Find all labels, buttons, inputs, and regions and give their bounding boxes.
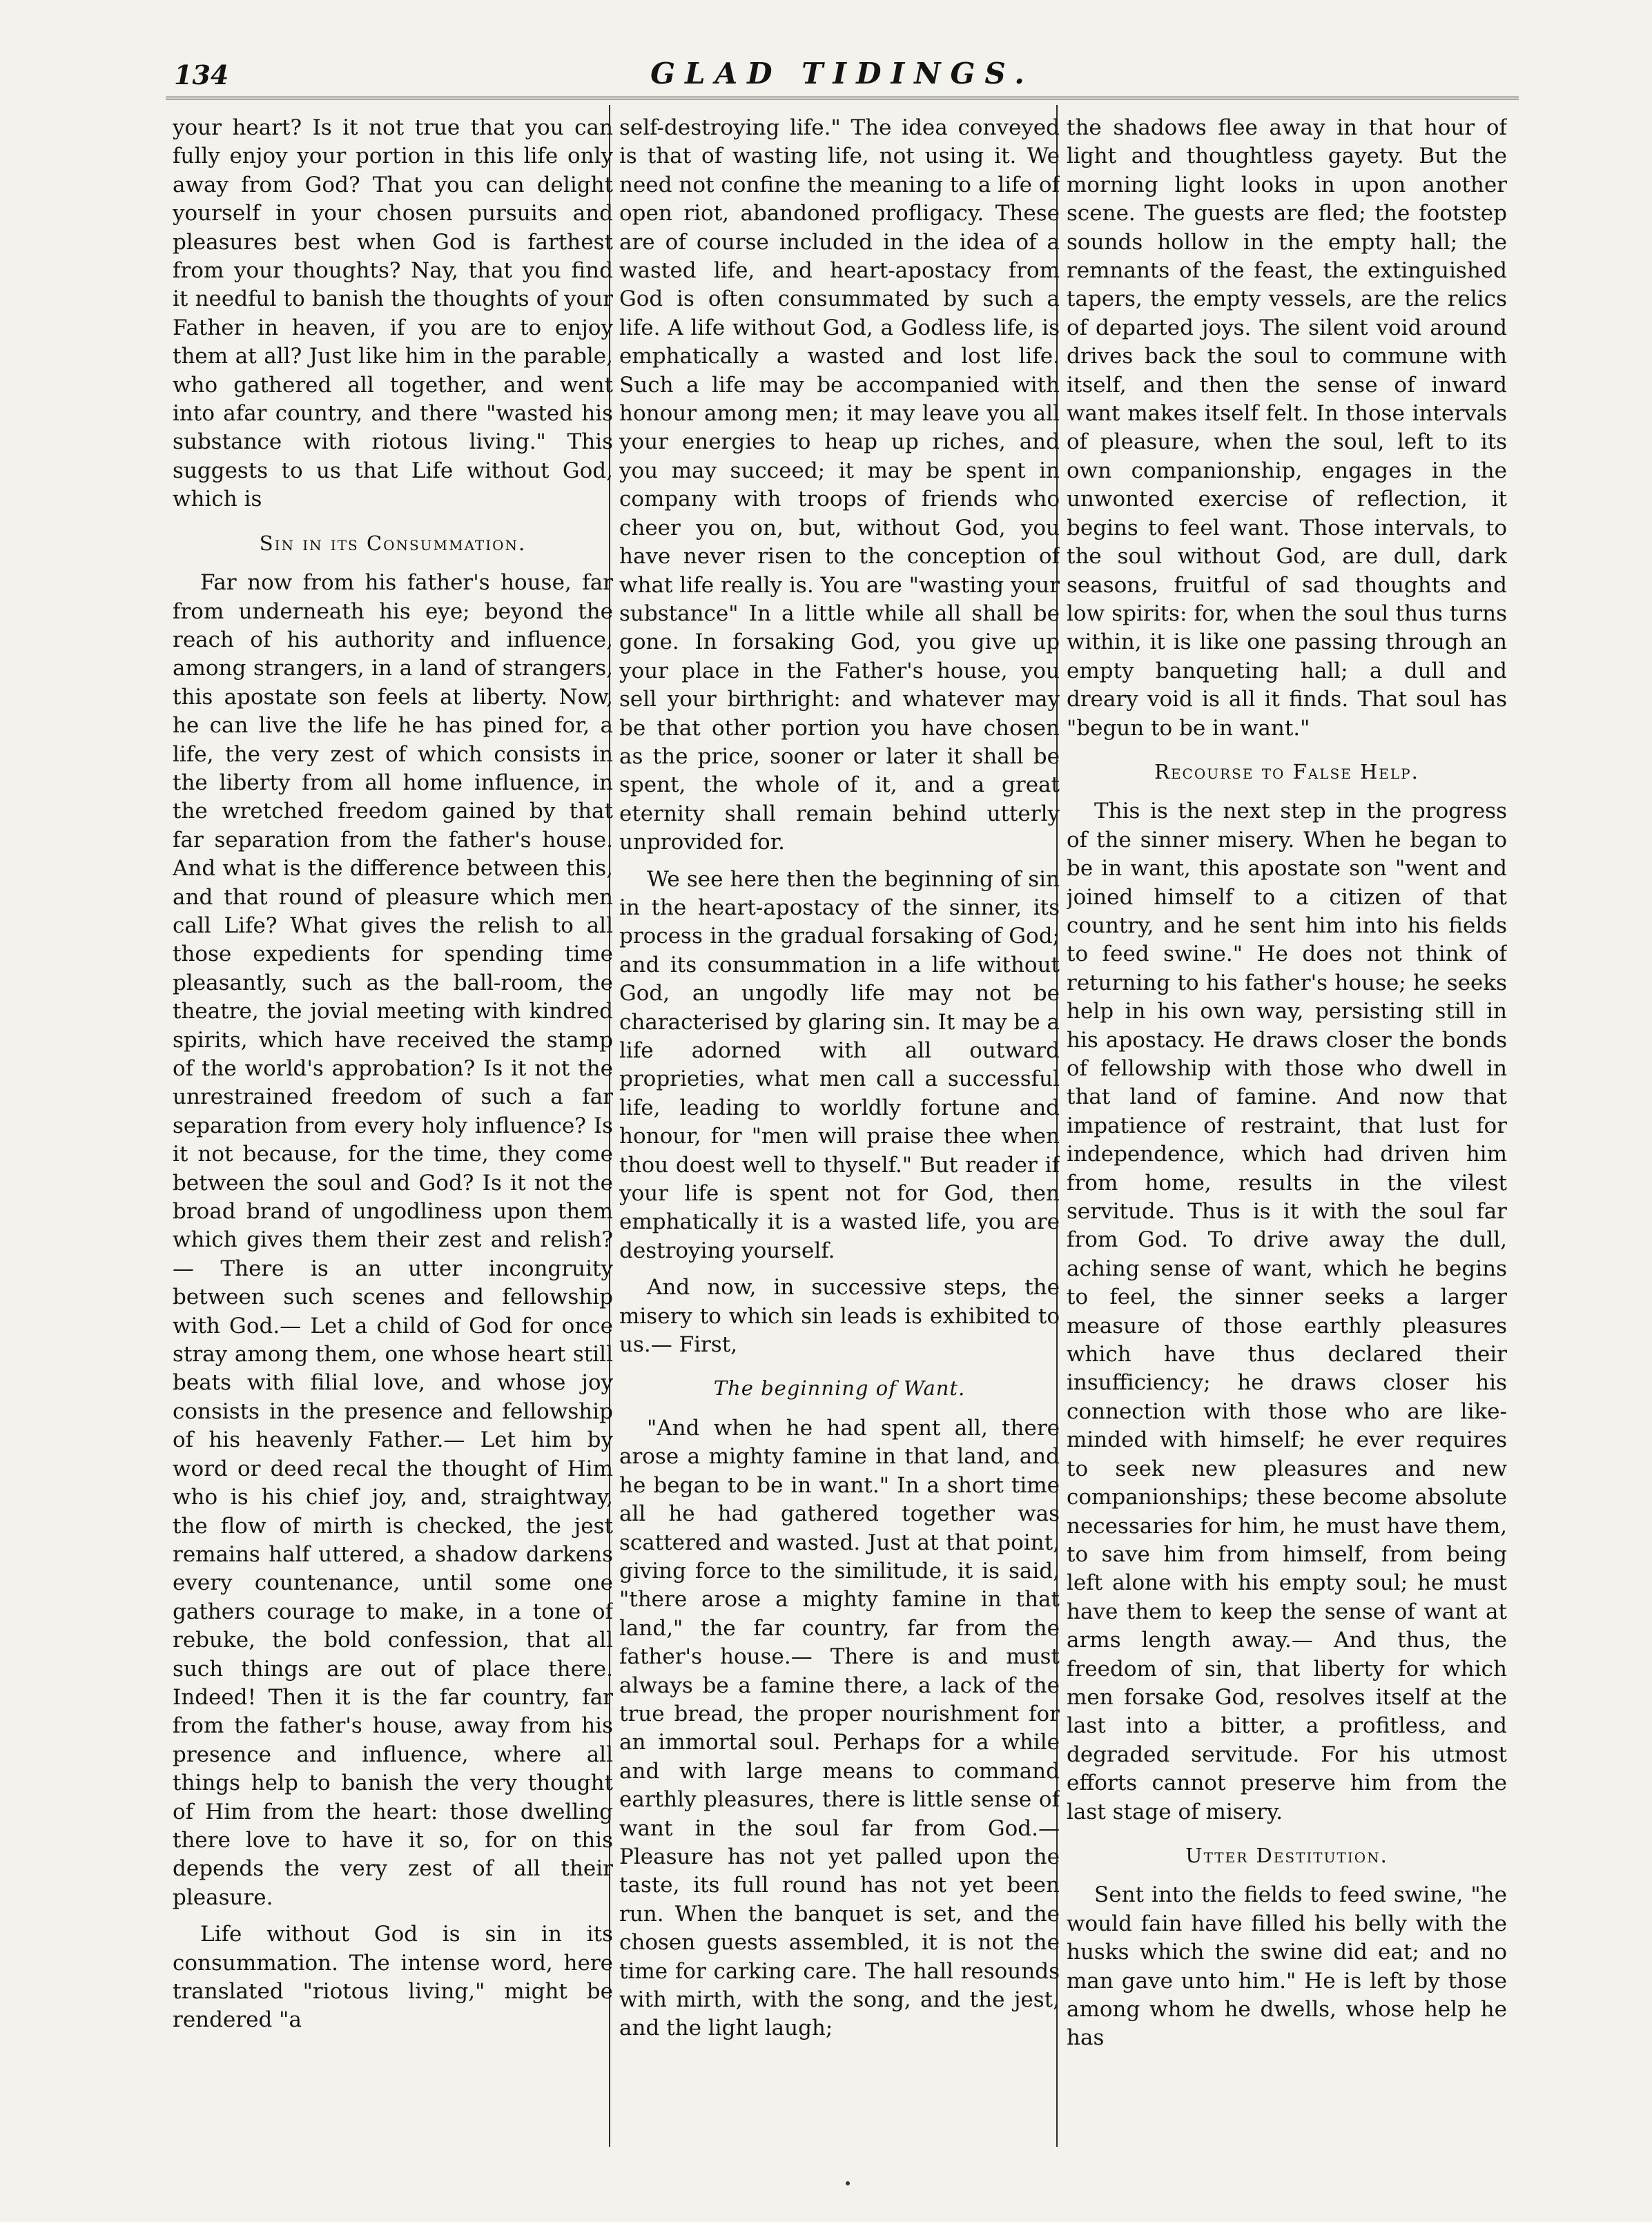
paragraph: "And when he had spent all, there arose a mighty famine in that land, and he began to be in want." In a short time all he had gathered together was scattered and wasted. Just at that point, giving force to the similitude, it is said, "there arose a mighty famine in that land," the far country, far from the father's house.— There is and must always be a famine there, a lack of the true bread, the proper nourishment for an immortal soul. Perhaps for a while and with large means to command earthly pleasures, there is little sense of want in the soul far from God.— Pleasure has not yet palled upon the taste, its full round has not yet been run. When the banquet is set, and the chosen guests assembled, it is not the time for carking care. The hall resounds with mirth, with the song, and the jest, and the light laugh;: [619, 1415, 1060, 2041]
section-heading: Utter Destitution.: [1185, 1843, 1388, 1867]
paragraph: And now, in successive steps, the misery to which sin leads is exhibited to us.— First,: [619, 1275, 1060, 1358]
paragraph: the shadows flee away in that hour of light and thoughtless gayety. But the morning light looks in upon another scene. The guests are fled; the footstep sounds hollow in the empty hall; the remnants of the feast, the extinguished tapers, the empty vessels, are the relics of departed joys. The silent void around drives back the soul to commune with itself, and then the sense of inward want makes itself felt. In those intervals of pleasure, when the soul, left to its own companionship, engages in the unwonted exercise of reflection, it begins to feel want. Those intervals, to the soul without God, are dull, dark seasons, fruitful of sad thoughts and low spirits: for, when the soul thus turns within, it is like one passing through an empty banqueting hall; a dull and dreary void is all it finds. That soul has "begun to be in want.": [1067, 115, 1507, 741]
paragraph: Far now from his father's house, far from underneath his eye; beyond the reach of his authority and influence, among strangers, in a land of strangers, this apostate son feels at liberty. Now, he can live the life he has pined for, a life, the very zest of which consists in the liberty from all home influence, in the wretched freedom gained by that far separation from the father's house. And what is the difference between this, and that round of pleasure which men call Life? What gives the relish to all those expedients for spending time pleasantly, such as the ball-room, the theatre, the jovial meeting with kindred spirits, which have received the stamp of the world's approbation? Is it not the unrestrained freedom of such a far separation from every holy influence? Is it not because, for the time, they come between the soul and God? Is it not the broad brand of ungodliness upon them which gives them their zest and relish?— There is an utter incongruity between such scenes and fellowship with God.— Let a child of God for once stray among them, one whose heart still beats with filial love, and whose joy consists in the presence and fellowship of his heavenly Father.— Let him by word or deed recal the thought of Him who is his chief joy, and, straightway, the flow of mirth is checked, the jest remains half uttered, a shadow darkens every countenance, until some one gathers courage to make, in a tone of rebuke, the bold confession, that all such things are out of place there. Indeed! Then it is the far country, far from the father's house, away from his presence and influence, where all things help to banish the very thought of Him from the heart: those dwelling there love to have it so, for on this depends the very zest of all their pleasure.: [173, 570, 613, 1910]
paragraph: We see here then the beginning of sin in the heart-apostacy of the sinner, its process in the gradual forsaking of God; and its consummation in a life without God, an ungodly life may not be characterised by glaring sin. It may be a life adorned with all outward proprieties, what men call a successful life, leading to worldly fortune and honour, for "men will praise thee when thou doest well to thyself." But reader if your life is spent not for God, then emphatically it is a wasted life, you are destroying yourself.: [619, 866, 1060, 1263]
column-1: [173, 114, 613, 2150]
print-speck: [846, 2181, 850, 2185]
running-title: GLAD TIDINGS.: [650, 57, 1034, 90]
column-2: [619, 114, 1060, 2150]
header-rule: [166, 97, 1519, 99]
page-number: 134: [174, 59, 229, 90]
section-heading: Sin in its Consummation.: [259, 531, 527, 555]
column-3: [1067, 114, 1507, 2150]
paragraph: self-destroying life." The idea conveyed is that of wasting life, not using it. We need not confine the meaning to a life of open riot, abandoned profligacy. These are of course included in the idea of a wasted life, and heart-apostacy from God is often consummated by such a life. A life without God, a Godless life, is emphatically a wasted and lost life. Such a life may be accompanied with honour among men; it may leave you all your energies to heap up riches, and you may succeed; it may be spent in company with troops of friends who cheer you on, but, without God, you have never risen to the conception of what life really is. You are "wasting your substance" In a little while all shall be gone. In forsaking God, you give up your place in the Father's house, you sell your birthright: and whatever may be that other portion you have chosen as the price, sooner or later it shall be spent, the whole of it, and a great eternity shall remain behind utterly unprovided for.: [619, 115, 1060, 855]
page-header: [166, 54, 1519, 95]
section-heading: Recourse to False Help.: [1154, 759, 1419, 783]
section-heading: The beginning of Want.: [713, 1376, 966, 1401]
paragraph: Life without God is sin in its consummation. The intense word, here translated "riotous living," might be rendered "a: [173, 1922, 613, 2033]
paragraph: This is the next step in the progress of the sinner misery. When he began to be in want, this apostate son "went and joined himself to a citizen of that country, and he sent him into his fields to feed swine." He does not think of returning to his father's house; he seeks help in his own way, persisting still in his apostacy. He draws closer the bonds of fellowship with those who dwell in that land of famine. And now that impatience of restraint, that lust for independence, which had driven him from home, results in the vilest servitude. Thus is it with the soul far from God. To drive away the dull, aching sense of want, which he begins to feel, the sinner seeks a larger measure of those earthly pleasures which have thus declared their insufficiency; he draws closer his connection with those who are like-minded with himself; he ever requires to seek new pleasures and new companionships; these become absolute necessaries for him, he must have them, to save him from himself, from being left alone with his empty soul; he must have them to keep the sense of want at arms length away.— And thus, the freedom of sin, that liberty for which men forsake God, resolves itself at the last into a bitter, a profitless, and degraded servitude. For his utmost efforts cannot preserve him from the last stage of misery.: [1067, 799, 1507, 1824]
paragraph: Sent into the fields to feed swine, "he would fain have filled his belly with the husks which the swine did eat; and no man gave unto him." He is left by those among whom he dwells, whose help he has: [1067, 1882, 1507, 2051]
paragraph: your heart? Is it not true that you can fully enjoy your portion in this life only away from God? That you can delight yourself in your chosen pursuits and pleasures best when God is farthest from your thoughts? Nay, that you find it needful to banish the thoughts of your Father in heaven, if you are to enjoy them at all? Just like him in the parable, who gathered all together, and went into afar country, and there "wasted his substance with riotous living." This suggests to us that Life without God, which is: [173, 115, 613, 512]
